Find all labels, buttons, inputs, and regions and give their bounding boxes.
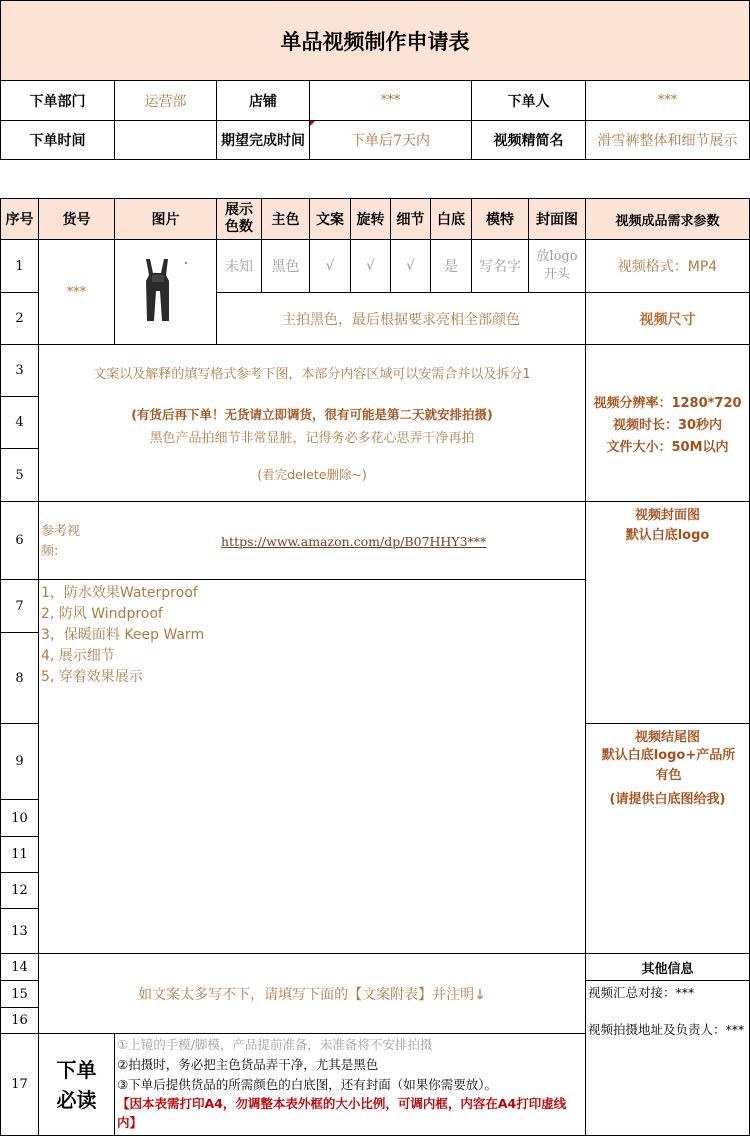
row-number: 2 xyxy=(0,292,39,345)
product-image-cell xyxy=(114,239,217,345)
main-color-field[interactable]: 黑色 xyxy=(261,239,310,293)
detail-check[interactable]: √ xyxy=(390,239,431,293)
overflow-note[interactable]: 如文案太多写不下，请填写下面的【文案附表】并注明↓ xyxy=(38,953,586,1034)
features-block[interactable] xyxy=(38,579,586,954)
row-number: 12 xyxy=(0,872,39,909)
must-read-item-1: ①上镜的手模/脚模，产品提前准备，未准备将不安排拍摄 xyxy=(117,1037,433,1052)
row-number: 9 xyxy=(0,723,39,800)
item-no-field[interactable]: *** xyxy=(38,239,115,345)
notes-line-3: 黑色产品拍细节非常显脏，记得务必多花心思弄干净再拍 xyxy=(149,431,475,446)
time-field[interactable] xyxy=(114,120,217,160)
video-duration: 视频时长：30秒内 xyxy=(612,418,723,433)
dept-field[interactable]: 运营部 xyxy=(114,80,217,121)
other-info-title: 其他信息 xyxy=(585,953,750,981)
other-info-address: 视频拍摄地址及负责人：*** xyxy=(588,1022,745,1037)
header-requirements: 视频成品需求参数 xyxy=(585,198,750,240)
ending-title: 视频结尾图 xyxy=(634,730,700,745)
show-colors-field[interactable]: 未知 xyxy=(216,239,262,293)
orderer-field[interactable]: *** xyxy=(585,80,750,121)
feature-item: 5, 穿着效果展示 xyxy=(41,669,143,685)
row-number: 3 xyxy=(0,344,39,397)
time-label: 下单时间 xyxy=(0,120,115,160)
header-white-bg: 白底 xyxy=(430,198,472,240)
notes-line-1: 文案以及解释的填写格式参考下图，本部分内容区域可以安需合并以及拆分1 xyxy=(93,367,531,382)
title-bar xyxy=(0,0,750,81)
row-number: 4 xyxy=(0,396,39,449)
must-read-label: 下单必读 xyxy=(38,1033,115,1136)
row-number: 7 xyxy=(0,579,39,633)
model-field[interactable]: 写名字 xyxy=(471,239,529,293)
video-file-size: 文件大小：50M以内 xyxy=(606,440,729,455)
copy-check[interactable]: √ xyxy=(309,239,351,293)
feature-item: 1，防水效果Waterproof xyxy=(41,585,198,601)
header-rotate: 旋转 xyxy=(350,198,391,240)
feature-item: 2, 防风 Windproof xyxy=(41,606,163,622)
notes-block[interactable] xyxy=(38,344,586,502)
row-number: 17 xyxy=(0,1033,39,1136)
header-detail: 细节 xyxy=(390,198,431,240)
row-number: 16 xyxy=(0,1007,39,1034)
row-number: 13 xyxy=(0,908,39,954)
notes-line-4: (看完delete删除~) xyxy=(257,467,367,482)
reference-row xyxy=(38,501,586,580)
must-read-item-2: ②拍摄时，务必把主色货品弄干净，尤其是黑色 xyxy=(117,1057,379,1072)
cover-requirement xyxy=(585,501,750,724)
header-model: 模特 xyxy=(471,198,529,240)
row-number: 5 xyxy=(0,448,39,502)
notes-line-2: (有货后再下单！无货请立即调货，很有可能是第二天就安排拍摄) xyxy=(131,407,493,422)
video-specs xyxy=(585,344,750,502)
short-name-field[interactable]: 滑雪裤整体和细节展示 xyxy=(585,120,750,160)
cover-detail: 默认白底logo xyxy=(625,528,710,543)
rotate-check[interactable]: √ xyxy=(350,239,391,293)
header-copy: 文案 xyxy=(309,198,351,240)
reference-link[interactable]: https://www.amazon.com/dp/B07HHY3*** xyxy=(221,534,487,549)
ending-detail: 默认白底logo+产品所有色 xyxy=(601,748,736,783)
other-info-contact: 视频汇总对接：*** xyxy=(588,985,695,1000)
header-item-no: 货号 xyxy=(38,198,115,240)
video-format: 视频格式：MP4 xyxy=(585,239,750,293)
expect-field[interactable]: 下单后7天内 xyxy=(309,120,472,160)
white-bg-field[interactable]: 是 xyxy=(430,239,472,293)
must-read-content xyxy=(114,1033,586,1136)
header-main-color: 主色 xyxy=(261,198,310,240)
row-number: 10 xyxy=(0,799,39,837)
dept-label: 下单部门 xyxy=(0,80,115,121)
shop-field[interactable]: *** xyxy=(309,80,472,121)
ending-requirement xyxy=(585,723,750,954)
row-number: 15 xyxy=(0,980,39,1008)
ending-note: (请提供白底图给我) xyxy=(609,792,726,807)
cover-title: 视频封面图 xyxy=(634,508,700,523)
short-name-label: 视频精简名 xyxy=(471,120,586,160)
header-seq: 序号 xyxy=(0,198,39,240)
shop-label: 店铺 xyxy=(216,80,310,121)
feature-item: 4, 展示细节 xyxy=(41,648,115,664)
expect-label: 期望完成时间 xyxy=(216,120,310,160)
orderer-label: 下单人 xyxy=(471,80,586,121)
page-title: 单品视频制作申请表 xyxy=(280,29,470,54)
must-read-item-4: 【因本表需打印A4，勿调整本表外框的大小比例，可调内框，内容在A4打印虚线内】 xyxy=(117,1096,567,1130)
must-read-item-3: ③下单后提供货品的所需颜色的白底图，还有封面（如果你需要放）。 xyxy=(117,1077,497,1092)
feature-item: 3，保暖面料 Keep Warm xyxy=(41,627,205,643)
row-number: 14 xyxy=(0,953,39,981)
other-info-address-cell xyxy=(585,1022,750,1136)
header-cover: 封面图 xyxy=(528,198,586,240)
header-picture: 图片 xyxy=(114,198,217,240)
row-number: 1 xyxy=(0,239,39,293)
row-number: 6 xyxy=(0,501,39,580)
product-image xyxy=(136,257,196,327)
header-show-colors: 展示色数 xyxy=(216,198,262,240)
row2-note[interactable]: 主拍黑色，最后根据要求亮相全部颜色 xyxy=(216,292,586,345)
row-number: 8 xyxy=(0,632,39,724)
video-resolution: 视频分辨率：1280*720 xyxy=(593,396,742,411)
video-size-label: 视频尺寸 xyxy=(585,292,750,345)
cover-field[interactable]: 放logo开头 xyxy=(528,239,586,293)
row-number: 11 xyxy=(0,836,39,873)
reference-label: 参考视频: xyxy=(41,524,81,559)
